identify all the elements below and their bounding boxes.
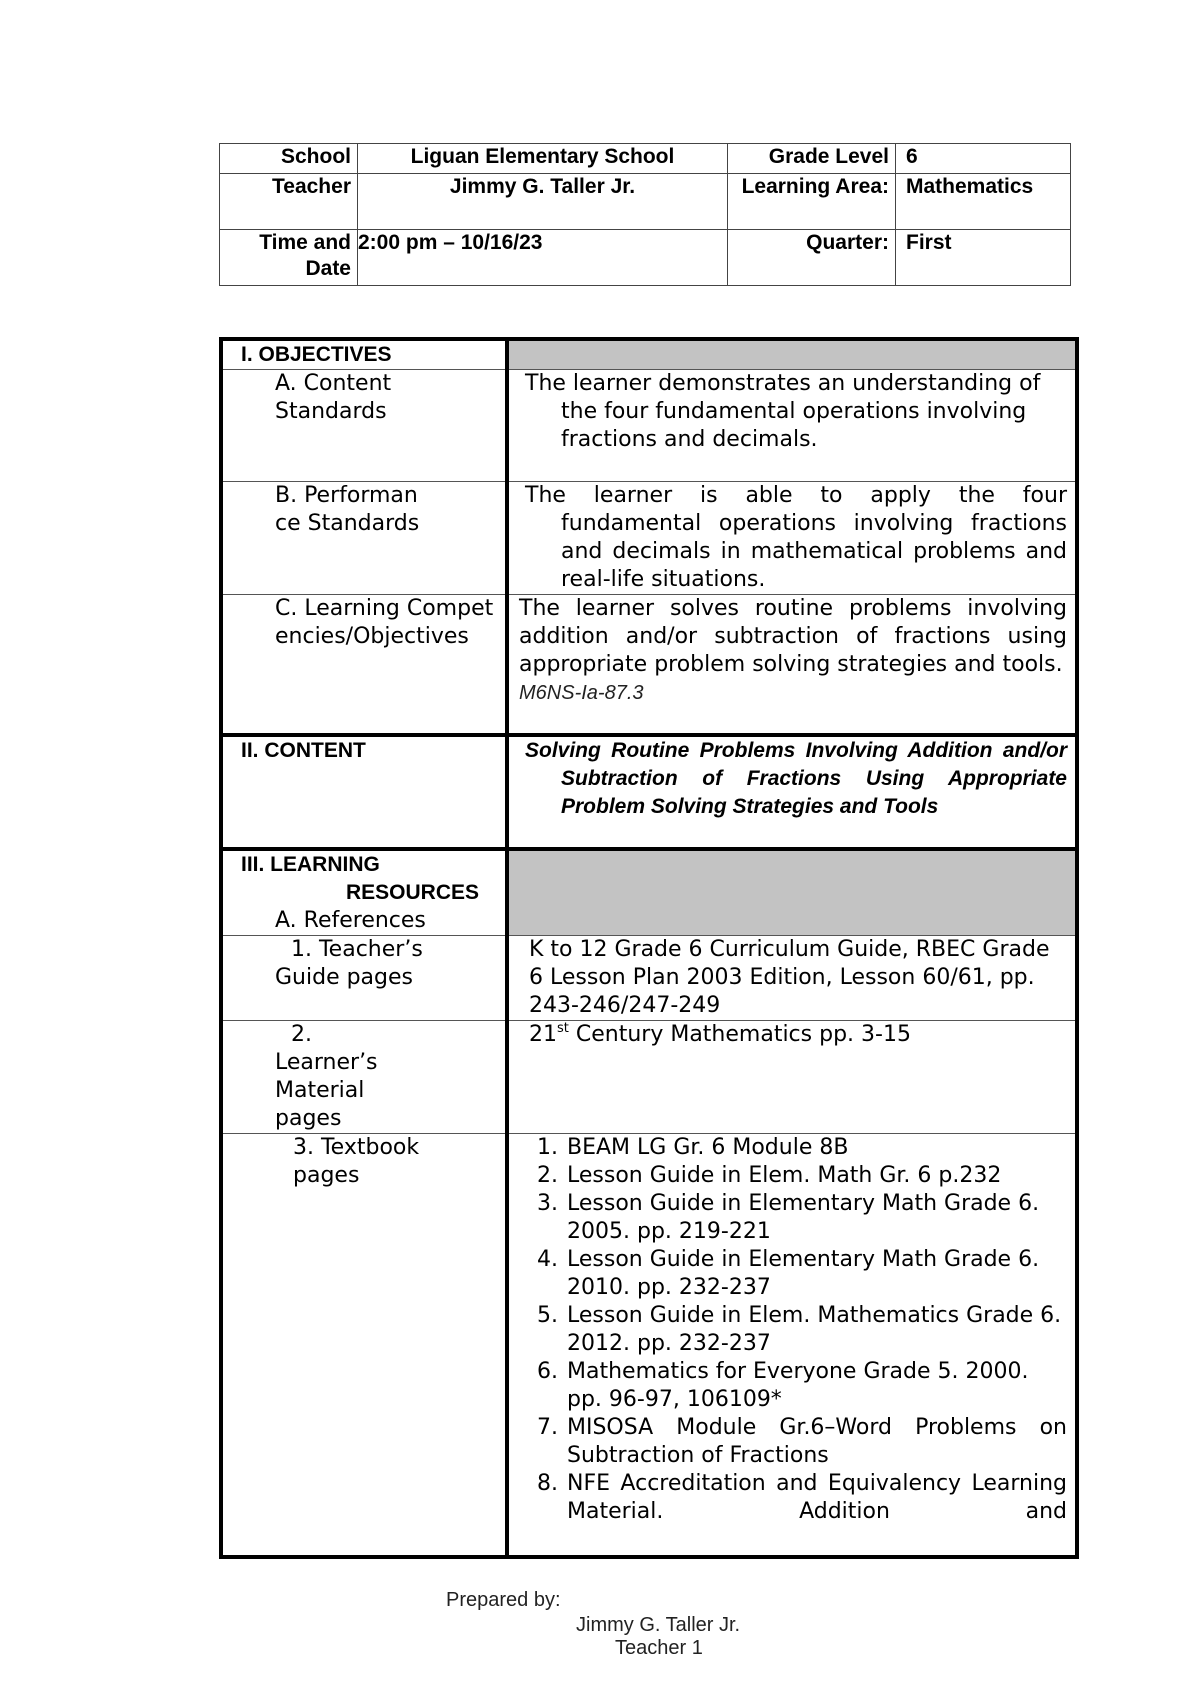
content-text: Solving Routine Problems Involving Addition and/or Subtraction of Fractions Using Appropriate Problem Solving Strategies and Tools bbox=[525, 738, 1067, 818]
learners-material-ordinal: 21 bbox=[529, 1021, 557, 1047]
list-item: 7. MISOSA Module Gr.6–Word Problems on Subtraction of Fractions bbox=[565, 1414, 1067, 1470]
teacher-value: Jimmy G. Taller Jr. bbox=[358, 174, 728, 230]
learning-area-label: Learning Area: bbox=[728, 174, 896, 230]
lesson-table bbox=[219, 337, 1079, 1559]
learning-resources-heading: III. LEARNING bbox=[241, 852, 380, 876]
content-standards-text: The learner demonstrates an understanding of the four fundamental operations involving fractions and decimals. bbox=[525, 371, 1041, 452]
learning-resources-heading-2: RESOURCES bbox=[346, 880, 480, 904]
preparer-name: Jimmy G. Taller Jr. bbox=[576, 1614, 741, 1636]
teachers-guide-text: K to 12 Grade 6 Curriculum Guide, RBEC Grade 6 Lesson Plan 2003 Edition, Lesson 60/61, pp. 243-246/247-249 bbox=[529, 936, 1050, 1018]
resources-shaded-cell bbox=[507, 849, 1077, 936]
list-item: 8. NFE Accreditation and Equivalency Learning Material. Addition and bbox=[565, 1470, 1067, 1526]
list-item: 1. BEAM LG Gr. 6 Module 8B bbox=[565, 1134, 1067, 1162]
content-heading: II. CONTENT bbox=[221, 735, 507, 849]
learning-competencies-text: The learner solves routine problems involving addition and/or subtraction of fractions using appropriate problem solving strategies and tools. bbox=[519, 596, 1067, 677]
objectives-heading: I. OBJECTIVES bbox=[221, 339, 507, 370]
preparer-position: Teacher 1 bbox=[615, 1637, 703, 1659]
school-value: Liguan Elementary School bbox=[358, 144, 728, 174]
textbook-pages-label: 3. Textbook pages bbox=[293, 1134, 420, 1188]
learners-material-label: 2. Learner’s Material pages bbox=[275, 1021, 378, 1131]
time-date-value: 2:00 pm – 10/16/23 bbox=[358, 230, 728, 286]
learners-material-text: Century Mathematics pp. 3-15 bbox=[568, 1021, 911, 1047]
quarter-value: First bbox=[896, 230, 1071, 286]
list-item: 6. Mathematics for Everyone Grade 5. 2000. pp. 96-97, 106109* bbox=[565, 1358, 1067, 1414]
learners-material-superscript: st bbox=[557, 1020, 569, 1036]
school-label: School bbox=[220, 144, 358, 174]
time-date-label: Time and Date bbox=[220, 230, 358, 286]
references-label: A. References bbox=[275, 907, 426, 933]
learning-area-value: Mathematics bbox=[896, 174, 1071, 230]
grade-level-value: 6 bbox=[896, 144, 1071, 174]
objectives-shaded-cell bbox=[507, 339, 1077, 370]
list-item: 2. Lesson Guide in Elem. Math Gr. 6 p.232 bbox=[565, 1162, 1067, 1190]
list-item: 4. Lesson Guide in Elementary Math Grade 6. 2010. pp. 232-237 bbox=[565, 1246, 1067, 1302]
info-table bbox=[219, 143, 1071, 286]
performance-standards-label: B. Performance Standards bbox=[275, 483, 420, 536]
textbook-list bbox=[529, 1134, 1067, 1526]
list-item: 3. Lesson Guide in Elementary Math Grade 6. 2005. pp. 219-221 bbox=[565, 1190, 1067, 1246]
learning-competencies-label: C. Learning Competencies/Objectives bbox=[275, 596, 494, 649]
content-standards-label: A. Content Standards bbox=[275, 371, 392, 424]
grade-level-label: Grade Level bbox=[728, 144, 896, 174]
competency-code: M6NS-Ia-87.3 bbox=[519, 682, 644, 704]
teacher-label: Teacher bbox=[220, 174, 358, 230]
prepared-by-label: Prepared by: bbox=[446, 1589, 561, 1611]
list-item: 5. Lesson Guide in Elem. Mathematics Grade 6. 2012. pp. 232-237 bbox=[565, 1302, 1067, 1358]
quarter-label: Quarter: bbox=[728, 230, 896, 286]
performance-standards-text: The learner is able to apply the four fundamental operations involving fractions and decimals in mathematical problems and real-life situations. bbox=[525, 483, 1067, 592]
teachers-guide-label: 1. Teacher’s Guide pages bbox=[275, 936, 423, 990]
